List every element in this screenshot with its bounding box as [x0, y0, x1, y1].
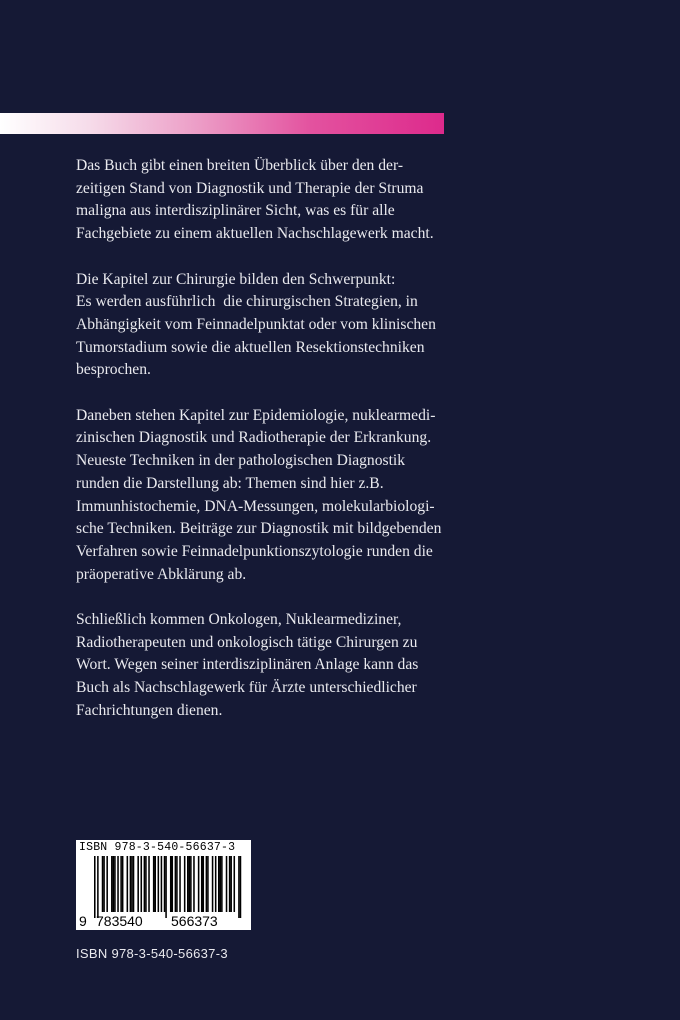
text-line: besprochen.	[76, 361, 151, 379]
text-line: Daneben stehen Kapitel zur Epidemiologie, nuklearmedi-	[76, 406, 436, 424]
barcode-bar	[154, 856, 156, 912]
barcode-bar	[106, 856, 108, 912]
barcode-bar	[161, 856, 163, 912]
barcode-bar	[193, 856, 195, 912]
barcode-isbn-label: ISBN 978-3-540-56637-3	[79, 841, 236, 854]
barcode-bar	[113, 856, 115, 912]
text-line: sche Techniken. Beiträge zur Diagnostik mit bildgebenden	[76, 520, 442, 538]
barcode-bar	[97, 856, 99, 918]
barcode-bar	[164, 856, 166, 912]
paragraph-diagnostics	[76, 405, 496, 587]
back-cover-text	[76, 155, 496, 745]
barcode-bar	[158, 856, 160, 912]
text-line: Verfahren sowie Feinnadelpunktionszytologie runden die	[76, 542, 433, 560]
text-line: maligna aus interdisziplinärer Sicht, was es für alle	[76, 202, 395, 220]
barcode-bar	[198, 856, 200, 912]
barcode-bar	[127, 856, 129, 912]
barcode-bar	[221, 856, 223, 912]
barcode-bar	[120, 856, 122, 912]
text-line: Das Buch gibt einen breiten Überblick über den der-	[76, 157, 404, 174]
barcode-bar	[218, 856, 220, 912]
barcode-bar	[184, 856, 186, 912]
barcode-digits-left: 783540	[96, 913, 143, 929]
text-line: zinischen Diagnostik und Radiotherapie der Erkrankung.	[76, 429, 432, 447]
barcode-bar	[153, 856, 155, 912]
barcode-bar	[103, 856, 105, 912]
text-line: Schließlich kommen Onkologen, Nuklearmediziner,	[76, 611, 402, 629]
barcode-bar	[238, 856, 240, 918]
barcode-bar	[117, 856, 119, 912]
barcode-bar	[170, 856, 172, 912]
barcode-bar	[203, 856, 205, 912]
barcode-bar	[165, 856, 167, 918]
barcode-digit-prefix: 9	[79, 913, 87, 929]
barcode-bar	[131, 856, 133, 912]
text-line: runden die Darstellung ab: Themen sind hier z.B.	[76, 474, 384, 492]
isbn-barcode	[76, 840, 251, 930]
text-line: Immunhistochemie, DNA-Messungen, molekularbiologi-	[76, 497, 435, 515]
barcode-bar	[111, 856, 113, 912]
text-line: Buch als Nachschlagewerk für Ärzte unterschiedlicher	[76, 679, 417, 697]
barcode-bar	[172, 856, 174, 912]
paragraph-surgery	[76, 269, 496, 383]
barcode-bar	[102, 856, 104, 912]
barcode-bar	[176, 856, 178, 912]
barcode-bar	[220, 856, 222, 912]
barcode-bar	[137, 856, 139, 912]
text-line: Neueste Techniken in der pathologischen Diagnostik	[76, 452, 406, 470]
barcode-bar	[234, 856, 236, 912]
barcode-digits-right: 566373	[171, 913, 218, 929]
barcode-bar	[179, 856, 181, 912]
barcode-bar	[187, 856, 189, 912]
text-line: Radiotherapeuten und onkologisch tätige Chirurgen zu	[76, 633, 418, 651]
text-line: präoperative Abklärung ab.	[76, 565, 247, 583]
barcode-bar	[141, 856, 143, 912]
barcode-bar	[206, 856, 208, 912]
barcode-bar	[94, 856, 96, 918]
paragraph-overview	[76, 155, 496, 246]
text-line: zeitigen Stand von Diagnostik und Therapie der Struma	[76, 179, 424, 197]
barcode-bar	[229, 856, 231, 912]
text-line: Die Kapitel zur Chirurgie bilden den Schwerpunkt:	[76, 270, 396, 288]
barcode-bar	[175, 856, 177, 912]
barcode-bar	[133, 856, 135, 912]
barcode-bar	[215, 856, 217, 912]
barcode-bar	[207, 856, 209, 912]
barcode-bar	[230, 856, 232, 912]
barcode-bar	[201, 856, 203, 912]
barcode-bar	[189, 856, 191, 912]
barcode-bar	[122, 856, 124, 912]
barcode-bar	[190, 856, 192, 912]
text-line: Abhängigkeit vom Feinnadelpunktat oder vom klinischen	[76, 315, 436, 333]
barcode-bar	[212, 856, 214, 912]
barcode-bar	[130, 856, 132, 912]
text-line: Fachgebiete zu einem aktuellen Nachschlagewerk macht.	[76, 225, 434, 243]
accent-gradient-bar	[0, 113, 444, 134]
paragraph-audience	[76, 609, 496, 723]
barcode-bar	[114, 856, 116, 912]
barcode-bar	[145, 856, 147, 912]
text-line: Es werden ausführlich die chirurgischen Strategien, in	[76, 293, 418, 311]
text-line: Wort. Wegen seiner interdisziplinären Anlage kann das	[76, 656, 419, 674]
barcode-bar	[144, 856, 146, 912]
barcode-bar	[148, 856, 150, 912]
barcode-bar	[226, 856, 228, 912]
text-line: Tumorstadium sowie die aktuellen Resektionstechniken	[76, 338, 425, 356]
isbn-footer: ISBN 978-3-540-56637-3	[76, 946, 228, 961]
text-line: Fachrichtungen dienen.	[76, 701, 223, 719]
barcode-bar	[240, 856, 242, 918]
